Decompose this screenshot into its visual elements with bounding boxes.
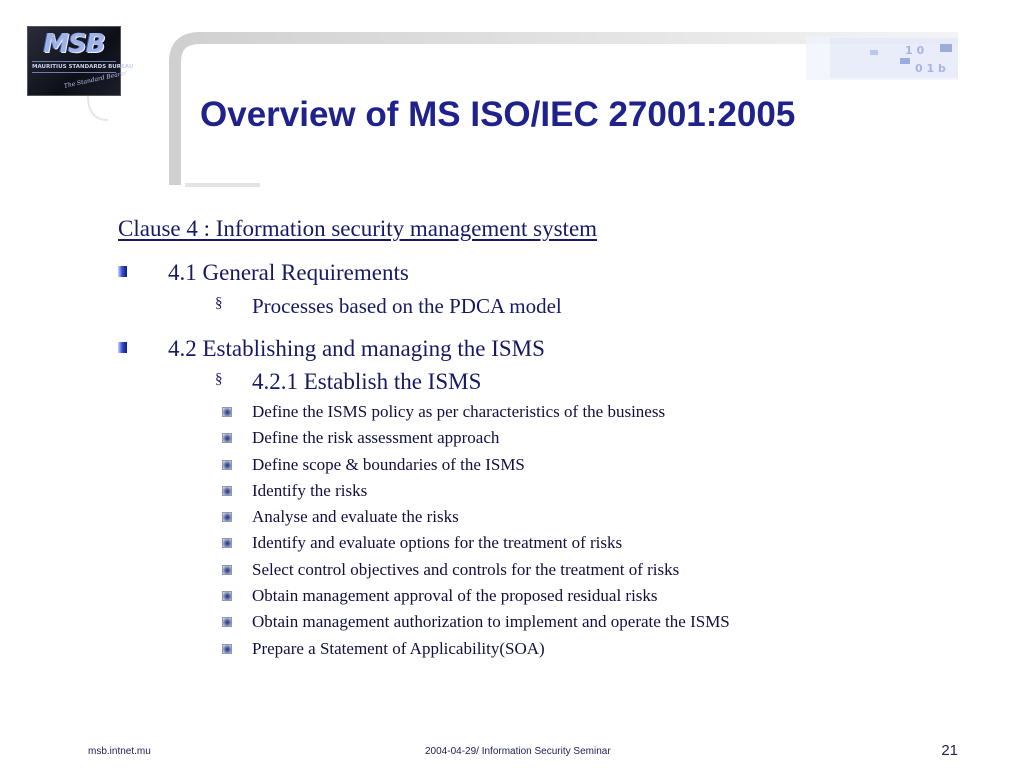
shaded-square-bullet-icon — [222, 538, 232, 548]
logo-mark: MSB — [43, 29, 105, 59]
shaded-square-bullet-icon — [222, 617, 232, 627]
shaded-square-bullet-icon — [222, 644, 232, 654]
step-text: Obtain management authorization to implement and operate the ISMS — [252, 612, 730, 632]
list-item — [220, 585, 920, 611]
shaded-square-bullet-icon — [222, 565, 232, 575]
section-4-1-point: Processes based on the PDCA model — [252, 294, 562, 318]
shaded-square-bullet-icon — [222, 512, 232, 522]
step-text: Define the risk assessment approach — [252, 428, 500, 448]
logo-tagline: The Standard Bearer — [63, 69, 128, 90]
shaded-square-bullet-icon — [222, 591, 232, 601]
list-item — [220, 532, 920, 558]
list-item — [220, 427, 920, 453]
list-item — [220, 454, 920, 480]
step-text: Select control objectives and controls for the treatment of risks — [252, 559, 680, 579]
shaded-square-bullet-icon — [222, 460, 232, 470]
step-text: Identify and evaluate options for the treatment of risks — [252, 533, 623, 553]
page-number: 21 — [941, 742, 958, 759]
list-item — [220, 480, 920, 506]
svg-text:1 0: 1 0 — [905, 44, 925, 57]
list-item — [220, 401, 920, 427]
list-item — [220, 611, 920, 637]
list-item — [220, 559, 920, 585]
section-4-2-heading: 4.2 Establishing and managing the ISMS — [168, 336, 545, 361]
shaded-square-bullet-icon — [222, 486, 232, 496]
shaded-square-bullet-icon — [222, 407, 232, 417]
establish-isms-steps-list — [220, 401, 920, 664]
step-text: Analyse and evaluate the risks — [252, 507, 459, 527]
slide-title: Overview of MS ISO/IEC 27001:2005 — [200, 95, 796, 134]
list-item — [220, 638, 920, 664]
shaded-square-bullet-icon — [222, 433, 232, 443]
blue-square-bullet-icon — [118, 266, 127, 277]
clause-heading: Clause 4 : Information security management system — [118, 216, 598, 241]
section-4-2-1-subheading: 4.2.1 Establish the ISMS — [252, 369, 482, 394]
header-tech-decoration — [830, 38, 958, 78]
svg-text:0 1 b: 0 1 b — [915, 62, 946, 75]
msb-logo — [27, 26, 134, 96]
section-sign-bullet-icon: § — [215, 295, 223, 311]
list-item — [220, 506, 920, 532]
step-text: Prepare a Statement of Applicability(SOA) — [252, 638, 545, 658]
step-text: Define scope & boundaries of the ISMS — [252, 454, 525, 474]
section-4-1-heading: 4.1 General Requirements — [168, 260, 409, 285]
footer-event: 2004-04-29/ Information Security Seminar — [425, 746, 611, 757]
footer-website: msb.intnet.mu — [88, 746, 151, 757]
step-text: Define the ISMS policy as per characteristics of the business — [252, 402, 666, 421]
step-text: Obtain management approval of the proposed residual risks — [252, 586, 658, 606]
section-sign-bullet-icon: § — [215, 371, 223, 387]
step-text: Identify the risks — [252, 480, 368, 500]
logo-organisation-name: MAURITIUS STANDARDS BUREAU — [32, 61, 116, 73]
blue-square-bullet-icon — [118, 342, 127, 353]
